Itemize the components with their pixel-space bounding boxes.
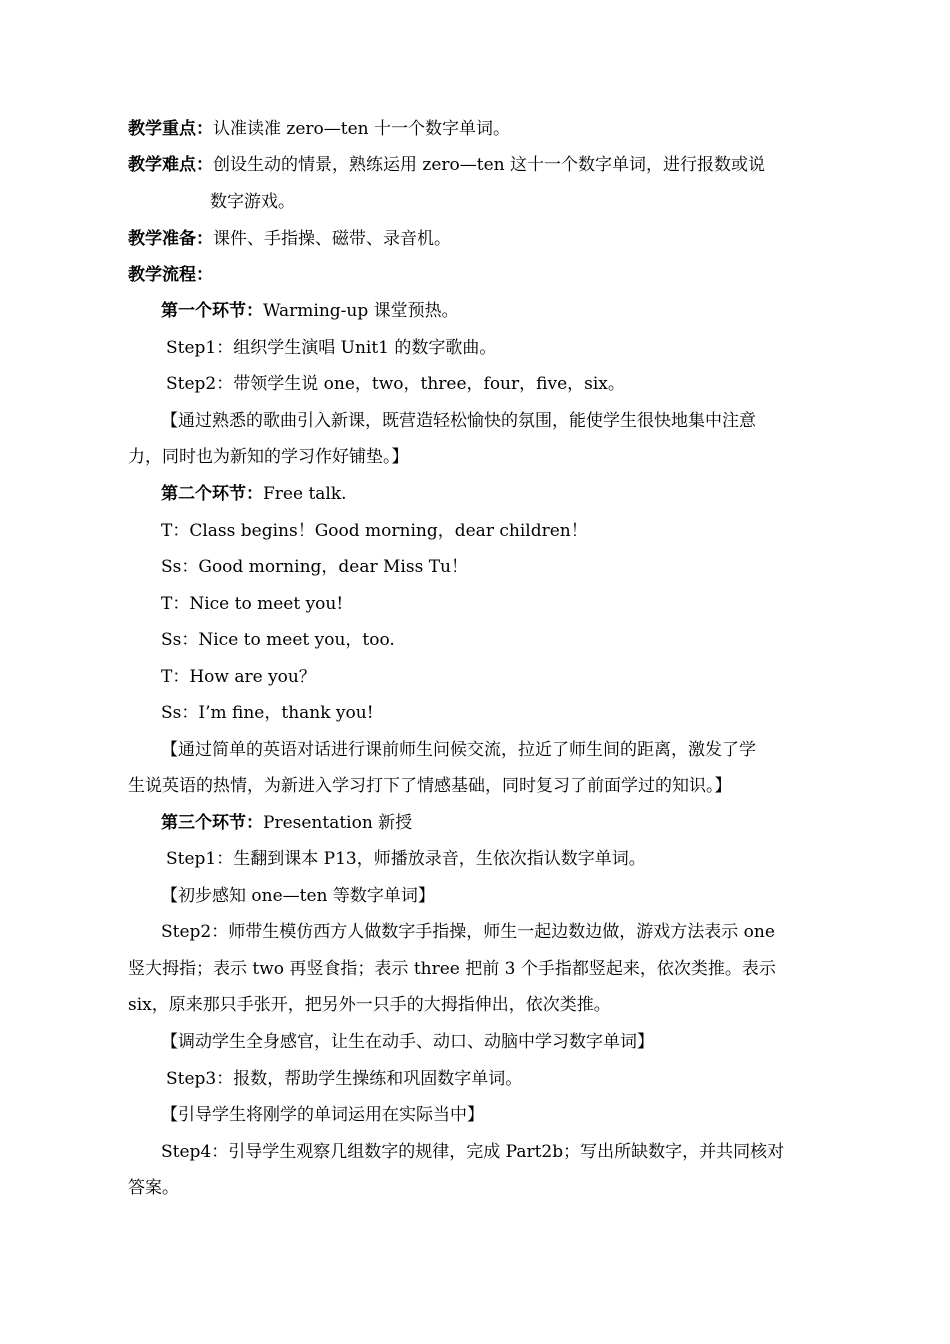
section3-note1: 【初步感知 one—ten 等数字单词】 xyxy=(161,886,435,906)
preparation-label: 教学准备： xyxy=(128,229,213,249)
section3-step2-line2: 竖大拇指；表示 two 再竖食指；表示 three 把前 3 个手指都竖起来，依次类推。表示 xyxy=(128,959,776,979)
difficulties-line xyxy=(128,154,840,176)
dialogue-line: Ss：Good morning，dear Miss Tu！ xyxy=(161,557,468,577)
difficulties-text-1: 创设生动的情景，熟练运用 zero—ten 这十一个数字单词，进行报数或说 xyxy=(213,155,766,175)
section1-step1: Step1：组织学生演唱 Unit1 的数字歌曲。 xyxy=(166,338,497,358)
section3-note2: 【调动学生全身感官，让生在动手、动口、动脑中学习数字单词】 xyxy=(161,1032,654,1052)
dialogue-line: Ss：Nice to meet you，too. xyxy=(161,630,395,650)
section1-title-text: Warming-up 课堂预热。 xyxy=(263,301,459,321)
section3-title xyxy=(161,812,873,834)
dialogue-line: T：Class begins！Good morning，dear children！ xyxy=(161,521,588,541)
key-points-text: 认准读准 zero—ten 十一个数字单词。 xyxy=(213,119,511,139)
section2-title-label: 第二个环节： xyxy=(161,484,263,504)
dialogue-line: Ss：I’m fine，thank you! xyxy=(161,703,374,723)
section3-step4-line1: Step4：引导学生观察几组数字的规律，完成 Part2b；写出所缺数字，并共同核对 xyxy=(161,1142,785,1162)
key-points-label: 教学重点： xyxy=(128,119,213,139)
section3-note3: 【引导学生将刚学的单词运用在实际当中】 xyxy=(161,1105,484,1125)
section3-title-label: 第三个环节： xyxy=(161,813,263,833)
section1-title xyxy=(161,300,873,322)
section3-title-text: Presentation 新授 xyxy=(263,813,413,833)
difficulties-label: 教学难点： xyxy=(128,155,213,175)
preparation-text: 课件、手指操、磁带、录音机。 xyxy=(213,229,451,249)
process-heading xyxy=(128,264,840,286)
difficulties-text-2: 数字游戏。 xyxy=(210,192,295,212)
difficulties-continuation xyxy=(210,191,922,213)
section1-note-line1: 【通过熟悉的歌曲引入新课，既营造轻松愉快的氛围，能使学生很快地集中注意 xyxy=(161,411,756,431)
section3-step4-line2: 答案。 xyxy=(128,1178,179,1198)
dialogue-line: T：How are you？ xyxy=(161,667,316,687)
section2-title-text: Free talk. xyxy=(263,484,347,504)
section3-step2-line1: Step2：师带生模仿西方人做数字手指操，师生一起边数边做，游戏方法表示 one xyxy=(161,922,775,942)
process-label: 教学流程： xyxy=(128,265,213,285)
section3-step2-line3: six，原来那只手张开，把另外一只手的大拇指伸出，依次类推。 xyxy=(128,995,611,1015)
key-points-line xyxy=(128,118,840,140)
section3-step3: Step3：报数，帮助学生操练和巩固数字单词。 xyxy=(166,1069,523,1089)
section2-note-line2: 生说英语的热情，为新进入学习打下了情感基础，同时复习了前面学过的知识。】 xyxy=(128,776,732,796)
section2-note-line1: 【通过简单的英语对话进行课前师生问候交流，拉近了师生间的距离，激发了学 xyxy=(161,740,756,760)
section1-step2: Step2：带领学生说 one，two，three，four，five，six。 xyxy=(166,374,625,394)
section3-step1: Step1：生翻到课本 P13，师播放录音，生依次指认数字单词。 xyxy=(166,849,646,869)
preparation-line xyxy=(128,228,840,250)
section2-title xyxy=(161,483,873,505)
section1-note-line2: 力，同时也为新知的学习作好铺垫。】 xyxy=(128,447,409,467)
dialogue-line: T：Nice to meet you! xyxy=(161,594,344,614)
section1-title-label: 第一个环节： xyxy=(161,301,263,321)
